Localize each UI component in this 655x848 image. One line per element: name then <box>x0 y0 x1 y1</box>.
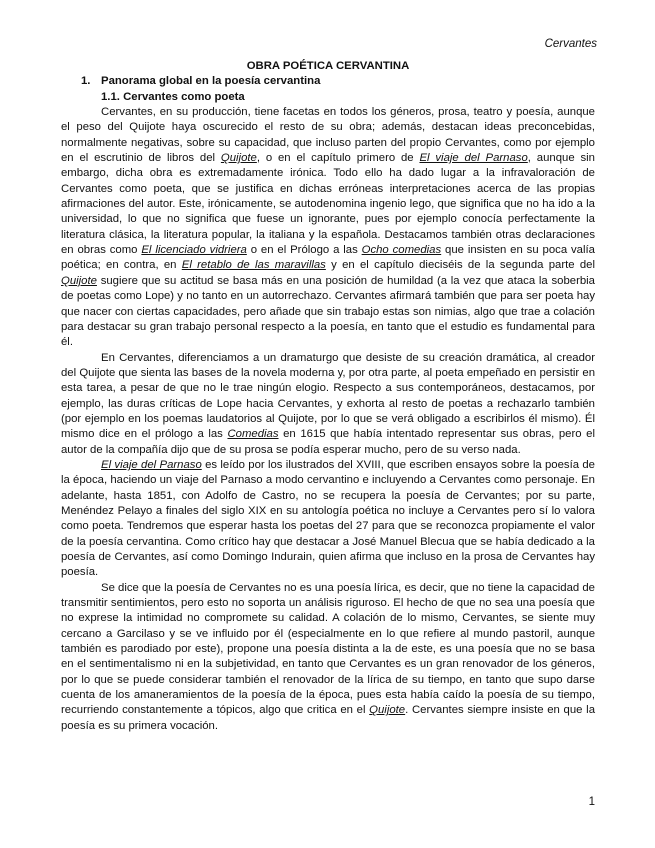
work-title: El viaje del Parnaso <box>419 152 528 165</box>
text-run: , o en el capítulo primero de <box>256 152 420 165</box>
paragraph <box>61 581 595 734</box>
running-header: Cervantes <box>544 38 597 50</box>
work-title: El licenciado vidriera <box>141 244 247 257</box>
text-run: en 1615 que había intentado representar sus obras, pero el autor de la compañía dijo que de su prosa se podía esperar mucho, pero de su verso nada. <box>61 428 595 456</box>
document-body <box>61 59 595 734</box>
paragraph <box>61 351 595 458</box>
text-run: o en el Prólogo a las <box>246 244 362 257</box>
work-title: El retablo de las maravillas <box>181 259 326 272</box>
section-heading <box>61 74 595 89</box>
text-run: y en el capítulo dieciséis de la segunda parte del <box>325 259 595 272</box>
section-title: Panorama global en la poesía cervantina <box>101 75 321 88</box>
paragraph <box>61 458 595 581</box>
work-title: Quijote <box>61 274 97 287</box>
text-run: En Cervantes, diferenciamos a un dramaturgo que desiste de su creación dramática, al creador del Quijote que sienta las bases de la novela moderna y, por otra parte, al poeta empeñado en persistir en esta tarea, a pesar de que no le trae ningún elogio. Respecto a sus contemporáneos, destacamos, por ejemplo, las duras críticas de Lope hacia Cervantes, y exhorta al resto de poetas a rechazarlo también (por ejemplo en los poemas laudatorios al Quijote, por lo que se verá obligado a escribirlos él mismo). Él mismo dice en el prólogo a las <box>61 351 595 441</box>
page-number: 1 <box>588 796 595 808</box>
text-run: sugiere que su actitud se basa más en una posición de humildad (a la vez que ataca la soberbia de poetas como Lope) y no tanto en un autorrechazo. Cervantes afirmará también que para ser poeta hay que nacer con ciertas capacidades, pero añade que sin trabajo estas son nimias, algo que trae a colación para destacar su gran trabajo personal respecto a la poesía, en tanto que el estudio es fundamental para él. <box>61 274 595 349</box>
text-run: que insisten en su poca valía poética; en contra, en <box>61 244 595 272</box>
work-title: Comedias <box>227 428 279 441</box>
work-title: Quijote <box>369 704 406 717</box>
text-run: es leído por los ilustrados del XVIII, que escriben ensayos sobre la poesía de la época, haciendo un viaje del Parnaso a modo cervantino e incluyendo a Cervantes como personaje. En adelante, hasta 1851, con Adolfo de Castro, no se recupera la poesía de Cervantes; por su parte, Menéndez Pelayo a finales del siglo XIX en su antología poética no incluye a Cervantes pero sí lo valora como poeta. Tendremos que esperar hasta los poetas del 27 para que se reconozca propiamente el valor de la poesía cervantina. Como crítico hay que destacar a José Manuel Blecua que se había dedicado a la poesía de Cervantes, así como Domingo Indurain, quien afirma que incluso en la prosa de Cervantes hay poesía. <box>61 458 595 579</box>
text-run: Cervantes, en su producción, tiene facetas en todos los géneros, prosa, teatro y poesía, aunque el peso del Quijote haya oscurecido el resto de su obra; además, destacan ideas preconcebidas, normalmente negativas, sobre su capacidad, que incluso parten del propio Cervantes, como por ejemplo en el escrutinio de libros del <box>61 106 595 165</box>
text-run: Se dice que la poesía de Cervantes no es una poesía lírica, es decir, que no tiene la capacidad de transmitir sentimientos, pero esto no soporta un análisis riguroso. El hecho de que no sea una poesía que no exprese la intimidad no compromete su calidad. A colación de lo mismo, Cervantes, se siente muy cercano a Garcilaso y se ve influido por él (especialmente en lo que refiere al mundo pastoril, aunque también es parodiado por este), propone una poesía distinta a la de este, es una poesía que no se basa en el sentimentalismo ni en la subjetividad, en tanto que Cervantes es un gran renovador de los géneros, por lo que se puede considerar también el renovador de la lírica de su tiempo, en tanto que supo darse cuenta de los amaneramientos de la poesía de la época, pues esta había caído la poesía de su tiempo, recurriendo constantemente a tópicos, algo que critica en el <box>61 581 595 717</box>
paragraph <box>61 105 595 351</box>
document-title: OBRA POÉTICA CERVANTINA <box>246 60 410 72</box>
text-run: , aunque sin embargo, dicha obra es extremadamente irónica. Todo ello ha dado lugar a la infravaloración de Cervantes como poeta, que se justifica en dichas erróneas interpretaciones acerca de las propias afirmaciones del autor. Este, irónicamente, se autodenomina ingenio lego, que significa que no ha ido a la universidad, lo que no significa que fuese un ignorante, pues por ejemplo conocía perfectamente la literatura clásica, la literatura popular, la italiana y la española. Destacamos también otras declaraciones en obras como <box>61 152 595 257</box>
subsection-heading: 1.1. Cervantes como poeta <box>101 90 245 103</box>
work-title: Ocho comedias <box>361 244 442 257</box>
work-title: Quijote <box>220 152 257 165</box>
section-number: 1. <box>81 75 91 88</box>
text-run: . Cervantes siempre insiste en que la poesía es su primera vocación. <box>61 704 595 732</box>
work-title: El viaje del Parnaso <box>101 458 202 471</box>
